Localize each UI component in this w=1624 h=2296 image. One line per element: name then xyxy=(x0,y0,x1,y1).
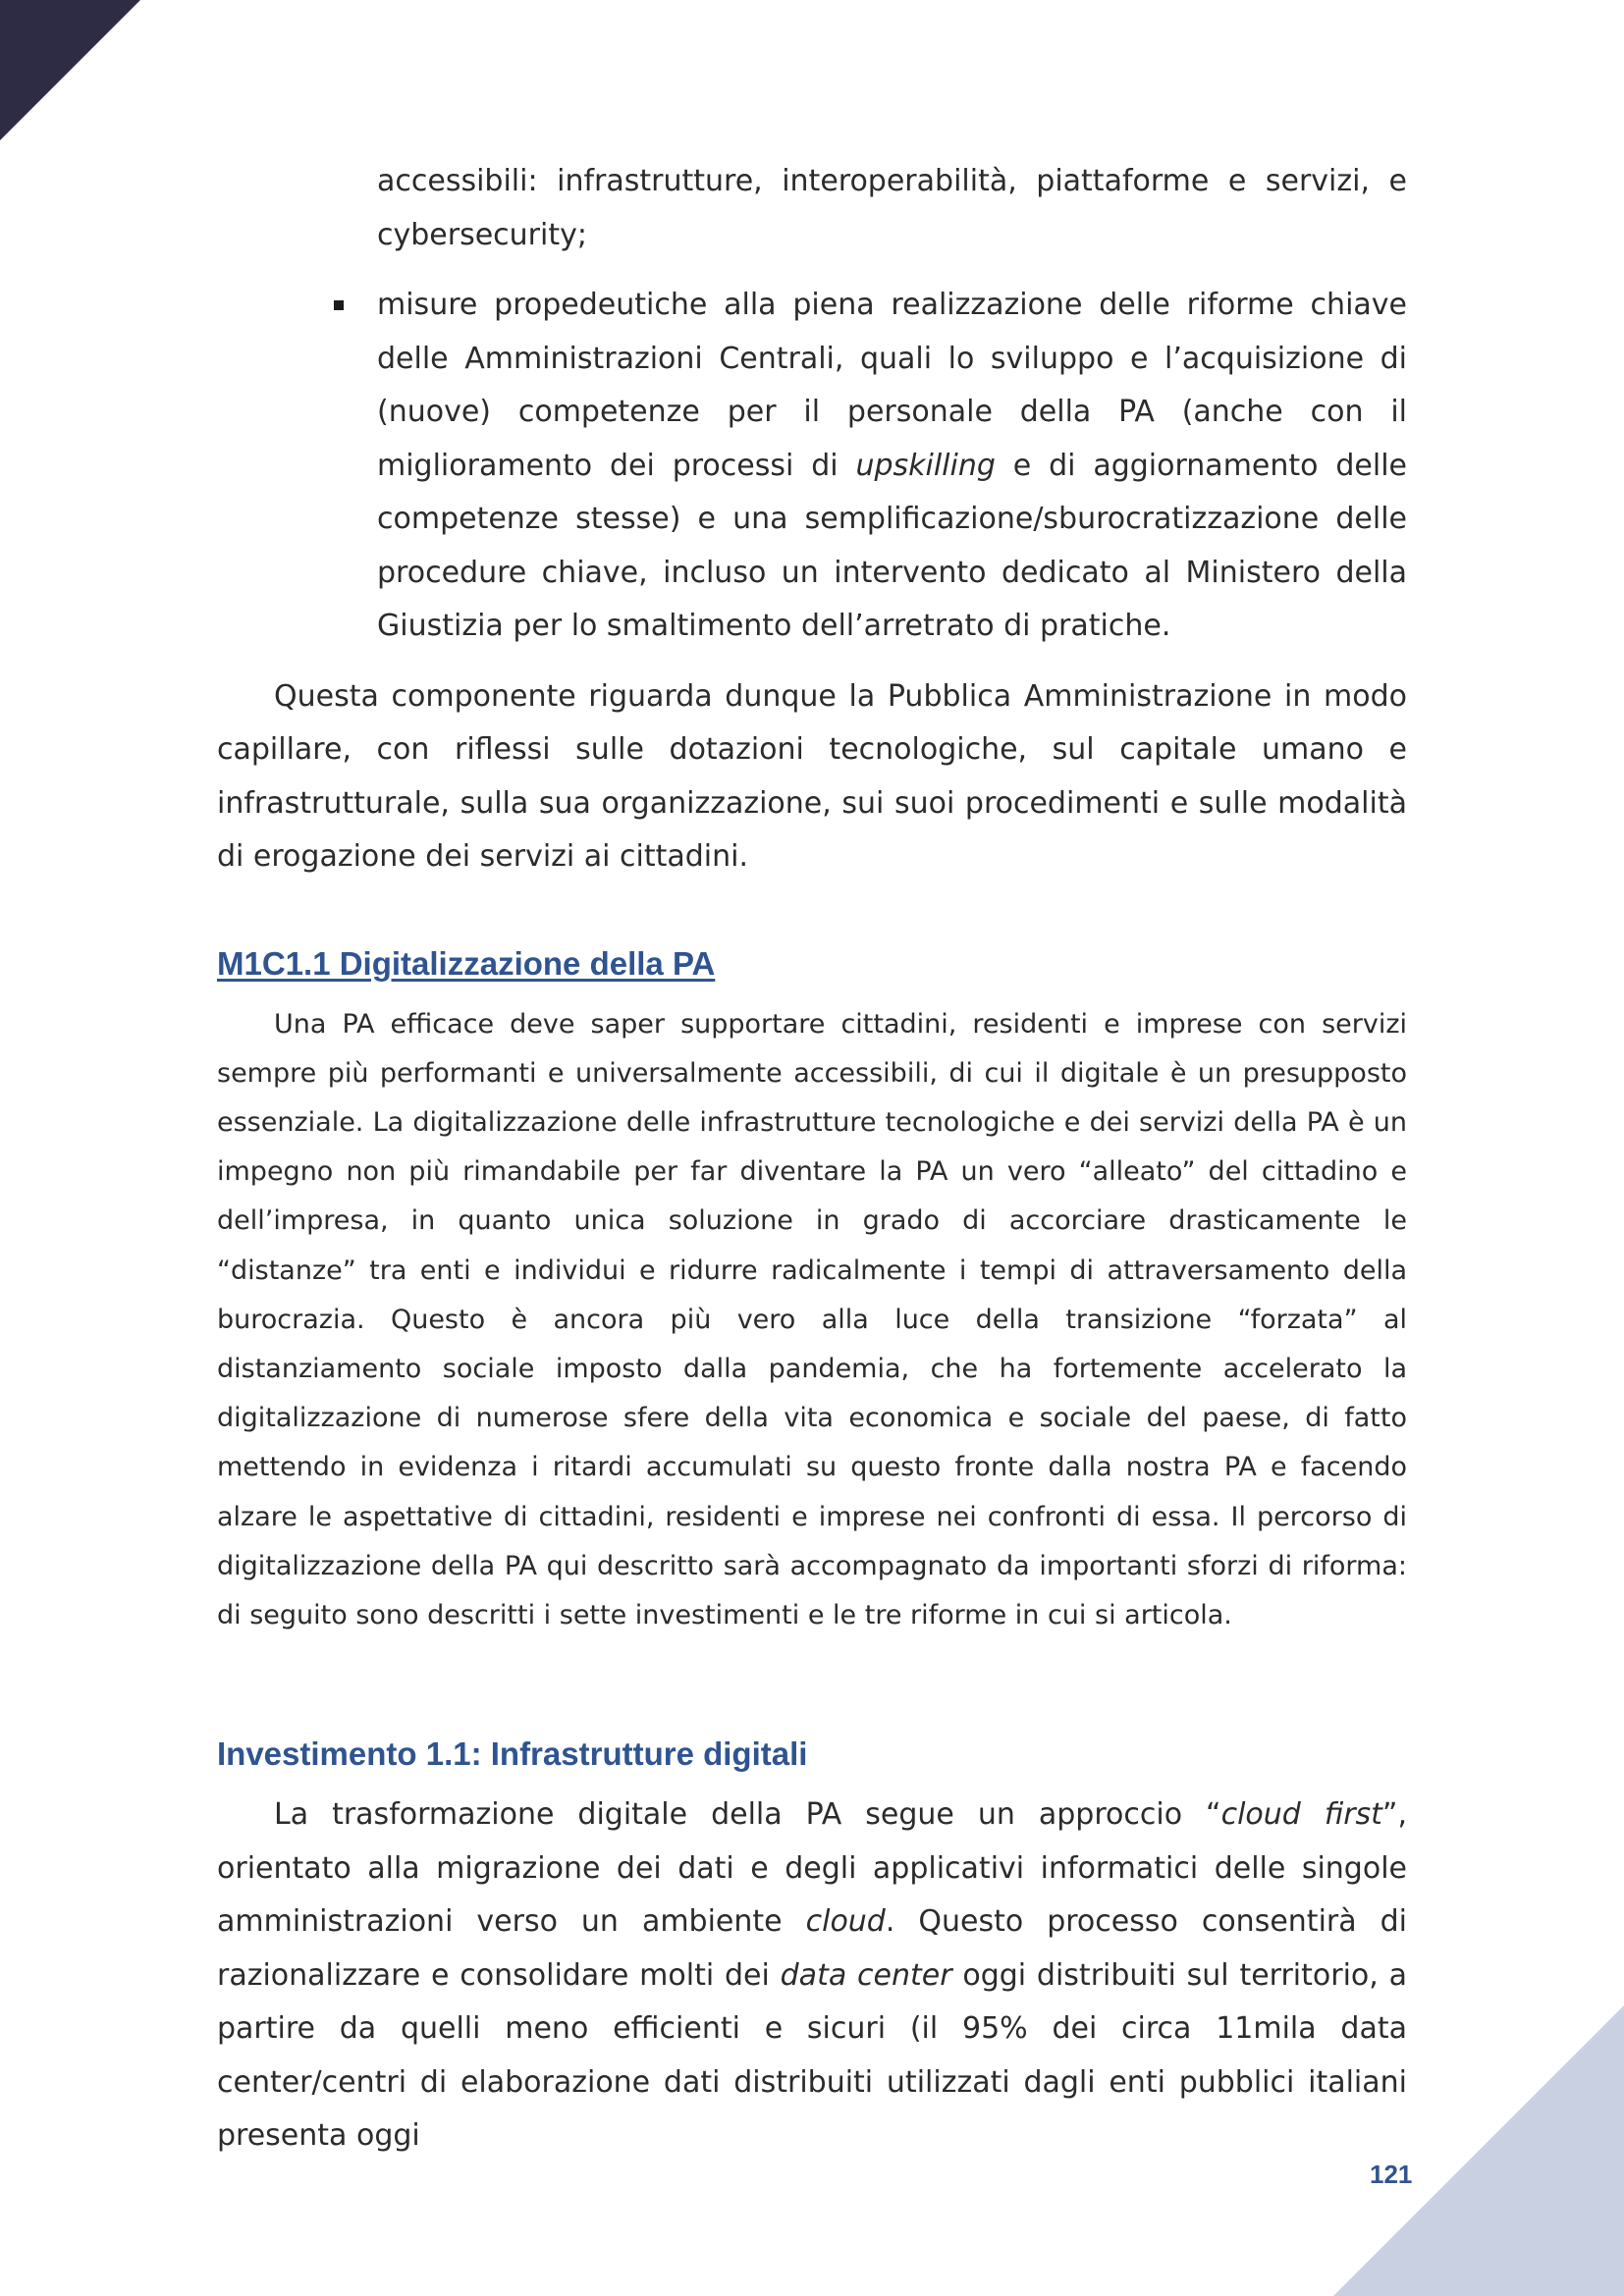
italic-term: data center xyxy=(780,1957,952,1993)
investment-heading: Investimento 1.1: Infrastrutture digitali xyxy=(217,1735,808,1773)
italic-term: cloud first xyxy=(1220,1797,1382,1833)
text-part: . Questo processo consentirà di razionalizzare e consolidare molti dei xyxy=(217,1904,1407,1993)
section-heading: M1C1.1 Digitalizzazione della PA xyxy=(217,944,716,982)
list-item xyxy=(377,279,1407,654)
bullet-text xyxy=(377,279,1407,654)
intro-paragraph: Questa componente riguarda dunque la Pubblica Amministrazione in modo capillare, con riflessi sulle dotazioni tecnologiche, sul capitale umano e infrastrutturale, sulla sua organizzazione, sui suoi procedimenti e sulle modalità di erogazione dei servizi ai cittadini. xyxy=(217,678,1407,874)
section-paragraph: Una PA efficace deve saper supportare cittadini, residenti e imprese con servizi sempre più performanti e universalmente accessibili, di cui il digitale è un presupposto essenziale. La digitalizzazione delle infrastrutture tecnologiche e dei servizi della PA è un impegno non più rimandabile per far diventare la PA un vero “alleato” del cittadino e dell’impresa, in quanto unica soluzione in grado di accorciare drasticamente le “distanze” tra enti e individui e ridurre radicalmente i tempi di attraversamento della burocrazia. Questo è ancora più vero alla luce della transizione “forzata” al distanziamento sociale imposto dalla pandemia, che ha fortemente accelerato la digitalizzazione di numerose sfere della vita economica e sociale del paese, di fatto mettendo in evidenza i ritardi accumulati su questo fronte dalla nostra PA e facendo alzare le aspettative di cittadini, residenti e imprese nei confronti di essa. Il percorso di digitalizzazione della PA qui descritto sarà accompagnato da importanti sforzi di riforma: di seguito sono descritti i sette investimenti e le tre riforme in cui si articola. xyxy=(217,1008,1407,1630)
bullet-list xyxy=(377,155,1407,654)
italic-term: cloud xyxy=(805,1904,886,1940)
text-part: ”, orientato alla migrazione dei dati e degli applicativi informatici delle singole amministrazioni verso un ambiente xyxy=(217,1797,1407,1940)
text-part: oggi distribuiti sul territorio, a partire da quelli meno efficienti e sicuri (il 95% dei circa 11mila data center/centri di elaborazione dati distribuiti utilizzati dagli enti pubblici italiani presenta oggi xyxy=(217,1957,1408,2154)
bullet-square-icon xyxy=(334,300,344,310)
bullet-text-part: e di aggiornamento delle competenze stesse) e una semplificazione/sburocratizzazione delle procedure chiave, incluso un intervento dedicato al Ministero della Giustizia per lo smaltimento dell’arretrato di pratiche. xyxy=(377,448,1407,643)
bullet-italic-term: upskilling xyxy=(855,448,996,483)
corner-decoration-top-left xyxy=(0,0,140,140)
investment-paragraph xyxy=(217,1789,1407,2163)
bullet-text-part: misure propedeutiche alla piena realizzazione delle riforme chiave delle Amministrazioni Centrali, quali lo sviluppo e l’acquisizione di (nuove) competenze per il personale della PA (anche con il miglioramento dei processi di xyxy=(377,288,1407,483)
bullet-continuation: accessibili: infrastrutture, interoperabilità, piattaforme e servizi, e cybersecurity; xyxy=(377,164,1407,252)
page-content xyxy=(217,147,1407,2163)
page-number: 121 xyxy=(1370,2160,1413,2189)
text-part: La trasformazione digitale della PA segue un approccio “ xyxy=(274,1797,1221,1833)
